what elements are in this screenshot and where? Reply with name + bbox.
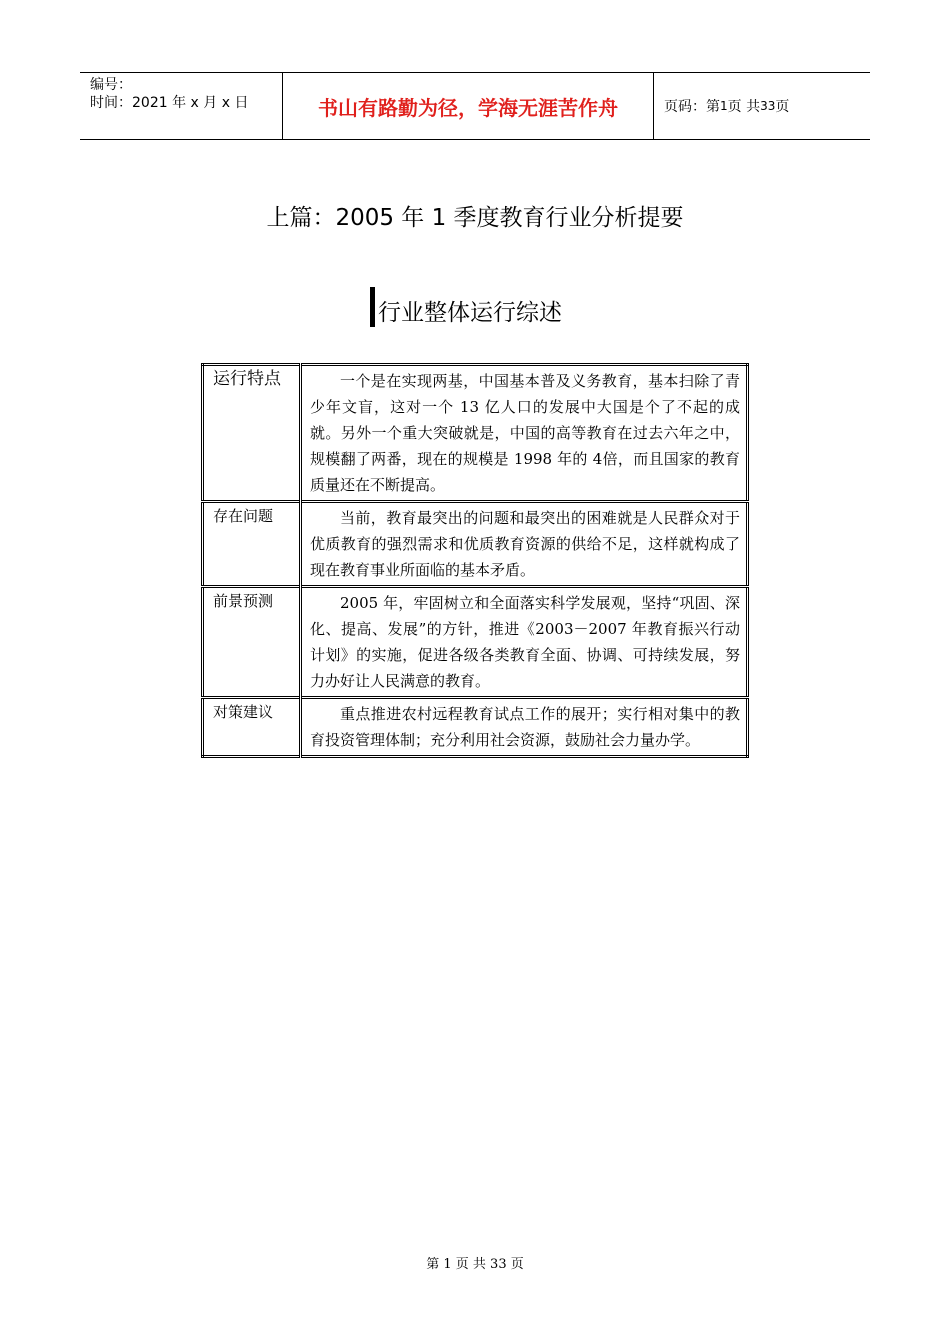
header-page-number: 1 <box>720 99 728 113</box>
header-page-prefix: 页码：第 <box>664 99 720 115</box>
header-number-label: 编号： <box>90 77 132 93</box>
section-marker-bar <box>370 287 375 327</box>
table-row <box>203 502 748 587</box>
header-time: 时间：2021 年 x 月 x 日 <box>90 95 249 111</box>
row-content: 重点推进农村远程教育试点工作的展开；实行相对集中的教育投资管理体制；充分利用社会资源，鼓励社会力量办学。 <box>301 698 748 757</box>
row-content: 2005 年，牢固树立和全面落实科学发展观，坚持“巩固、深化、提高、发展”的方针，推进《2003－2007 年教育振兴行动计划》的实施，促进各级各类教育全面、协调、可持续发展，努力办好让人民满意的教育。 <box>301 587 748 698</box>
row-label: 前景预测 <box>203 587 301 698</box>
row-content: 当前，教育最突出的问题和最突出的困难就是人民群众对于优质教育的强烈需求和优质教育资源的供给不足，这样就构成了现在教育事业所面临的基本矛盾。 <box>301 502 748 587</box>
header-page-info <box>654 73 870 139</box>
table-row <box>203 587 748 698</box>
row-content: 一个是在实现两基，中国基本普及义务教育，基本扫除了青少年文盲，这对一个 13 亿人口的发展中大国是个了不起的成就。另外一个重大突破就是，中国的高等教育在过去六年之中，规模翻了两番，现在的规模是 1998 年的 4倍，而且国家的教育质量还在不断提高。 <box>301 365 748 502</box>
overview-table <box>201 363 749 758</box>
header-page-mid: 页 共 <box>727 99 761 115</box>
section-heading-text: 行业整体运行综述 <box>378 300 562 326</box>
header-page-total: 33 <box>760 99 776 113</box>
header-page-end: 页 <box>775 99 790 115</box>
page-footer: 第 1 页 共 33 页 <box>426 1257 524 1272</box>
table-row <box>203 365 748 502</box>
header-motto: 书山有路勤为径，学海无涯苦作舟 <box>282 73 654 139</box>
table-row <box>203 698 748 757</box>
page-header <box>80 72 870 140</box>
row-label: 对策建议 <box>203 698 301 757</box>
document-title: 上篇：2005 年 1 季度教育行业分析提要 <box>266 205 684 231</box>
header-meta <box>80 73 282 139</box>
row-label: 运行特点 <box>203 365 301 502</box>
section-heading <box>370 287 562 327</box>
row-label: 存在问题 <box>203 502 301 587</box>
